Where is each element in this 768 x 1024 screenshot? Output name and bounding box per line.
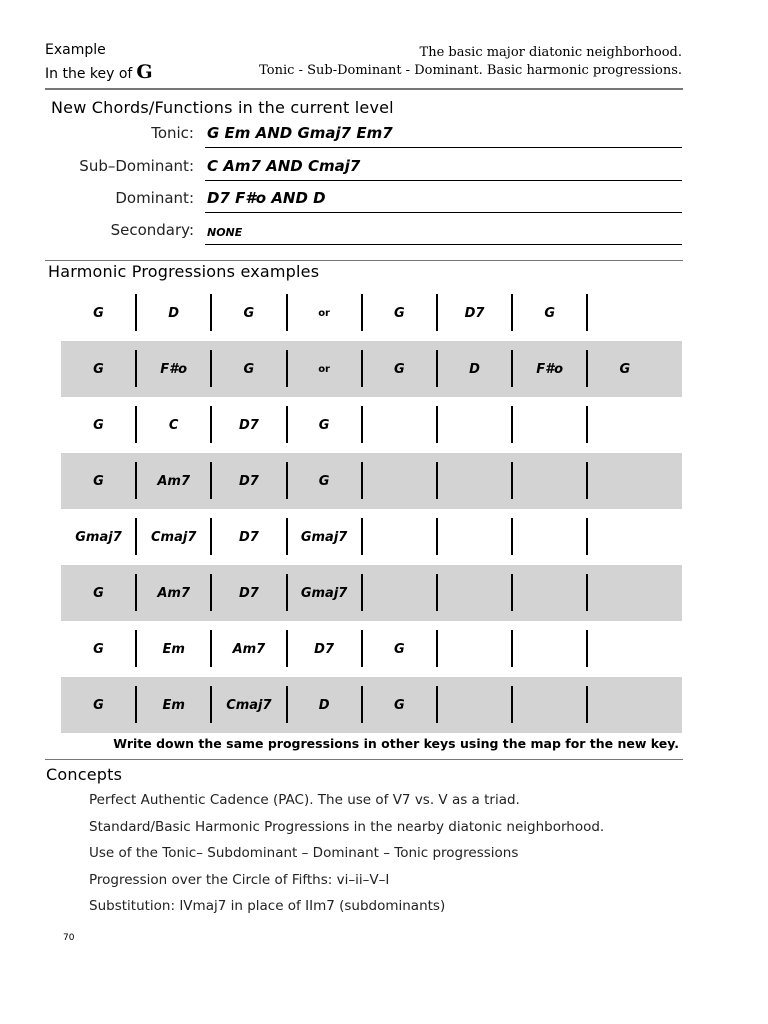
function-chords: NONE: [207, 226, 243, 239]
function-label: Secondary:: [110, 221, 194, 239]
progression-chord: [587, 677, 662, 733]
progression-row: [61, 565, 682, 621]
progression-chord: G: [318, 417, 330, 433]
function-label: Dominant:: [115, 189, 194, 207]
concepts-title: Concepts: [46, 765, 123, 784]
progression-chord: [362, 453, 437, 509]
progression-chord: Cmaj7: [226, 697, 272, 713]
concepts-divider: [45, 759, 683, 760]
header-divider: [45, 88, 683, 90]
progression-chord: [437, 509, 512, 565]
progression-or: or: [318, 363, 330, 375]
progression-chord: D7: [464, 305, 485, 321]
progression-chord: F#o: [536, 361, 564, 377]
progression-chord: G: [93, 697, 104, 713]
progression-chord: [587, 509, 662, 565]
progression-chord: G: [93, 473, 104, 489]
progression-row: [61, 509, 682, 565]
function-underline: [205, 244, 682, 245]
progression-chord: G: [393, 641, 405, 657]
progression-chord: [512, 397, 587, 453]
progression-chord: G: [544, 305, 556, 321]
concept-item: Use of the Tonic– Subdominant – Dominant – Tonic progressions: [89, 845, 519, 861]
progression-chord: D7: [238, 417, 259, 433]
progression-chord: [587, 397, 662, 453]
progression-chord: G: [393, 305, 405, 321]
concept-item: Perfect Authentic Cadence (PAC). The use of V7 vs. V as a triad.: [89, 792, 520, 808]
function-row-dominant: [0, 181, 768, 213]
progression-chord: Gmaj7: [75, 529, 122, 545]
progression-chord: D: [318, 697, 330, 713]
progression-chord: Am7: [157, 473, 191, 489]
concept-item: Standard/Basic Harmonic Progressions in the nearby diatonic neighborhood.: [89, 819, 605, 835]
progression-chord: G: [93, 361, 104, 377]
progression-row: [61, 397, 682, 453]
function-chords: C Am7 AND Cmaj7: [207, 157, 361, 175]
progression-chord: [437, 397, 512, 453]
progression-chord: [437, 565, 512, 621]
progression-chord: D7: [314, 641, 335, 657]
progression-chord: G: [93, 417, 104, 433]
progression-chord: [587, 285, 662, 341]
header-subtitle-2: Tonic - Sub-Dominant - Dominant. Basic harmonic progressions.: [259, 63, 682, 78]
progression-chord: G: [393, 697, 405, 713]
function-label: Sub–Dominant:: [79, 157, 194, 175]
function-row-secondary: [0, 213, 768, 245]
function-chords: D7 F#o AND D: [207, 189, 326, 207]
progression-row: [61, 453, 682, 509]
function-label: Tonic:: [151, 124, 194, 142]
progression-row: [61, 285, 682, 341]
progression-chord: G: [619, 361, 631, 377]
progression-chord: [587, 565, 662, 621]
progression-chord: [587, 621, 662, 677]
progression-chord: [437, 677, 512, 733]
progression-chord: D: [168, 305, 180, 321]
progression-row: [61, 677, 682, 733]
progression-chord: [512, 677, 587, 733]
progression-chord: [437, 621, 512, 677]
new-chords-title: New Chords/Functions in the current level: [51, 98, 394, 117]
progression-chord: Em: [162, 697, 185, 713]
progressions-instruction: Write down the same progressions in other keys using the map for the new key.: [113, 736, 679, 751]
concept-item: Substitution: IVmaj7 in place of IIm7 (subdominants): [89, 898, 446, 914]
page-number: 70: [63, 933, 75, 943]
key-prefix: In the key of: [45, 66, 133, 82]
function-chords: G Em AND Gmaj7 Em7: [207, 124, 393, 142]
progression-chord: G: [243, 361, 255, 377]
progression-or: or: [318, 307, 330, 319]
progression-chord: Am7: [232, 641, 266, 657]
header-subtitle-1: The basic major diatonic neighborhood.: [419, 45, 682, 60]
progression-chord: [512, 621, 587, 677]
progression-chord: [587, 453, 662, 509]
progression-chord: D: [469, 361, 480, 377]
progression-chord: [362, 397, 437, 453]
progressions-grid: [61, 285, 682, 733]
progression-chord: G: [93, 305, 104, 321]
progressions-divider: [45, 260, 683, 261]
progression-chord: [362, 509, 437, 565]
progression-chord: D7: [238, 473, 259, 489]
header-example-label: Example: [45, 42, 106, 58]
progression-chord: [437, 453, 512, 509]
progression-chord: Am7: [157, 585, 191, 601]
progression-chord: G: [393, 361, 405, 377]
progression-chord: Em: [162, 641, 185, 657]
progression-chord: Cmaj7: [151, 529, 197, 545]
header-key-line: [45, 61, 153, 83]
progression-chord: D7: [238, 529, 259, 545]
progression-chord: Gmaj7: [300, 585, 348, 601]
progression-chord: Gmaj7: [300, 529, 348, 545]
progression-chord: G: [243, 305, 255, 321]
progression-chord: C: [168, 417, 179, 433]
function-row-tonic: [0, 116, 768, 148]
progression-chord: D7: [238, 585, 259, 601]
progression-chord: G: [318, 473, 330, 489]
key-name: G: [136, 61, 153, 83]
function-underline: [205, 147, 682, 148]
progression-row: [61, 621, 682, 677]
progression-chord: G: [93, 641, 104, 657]
progression-chord: [512, 509, 587, 565]
concept-item: Progression over the Circle of Fifths: vi–ii–V–I: [89, 872, 390, 888]
function-row-subdominant: [0, 149, 768, 181]
progression-chord: [512, 565, 587, 621]
progression-chord: [512, 453, 587, 509]
progression-chord: F#o: [160, 361, 188, 377]
progression-row: [61, 341, 682, 397]
progressions-title: Harmonic Progressions examples: [48, 262, 320, 281]
progression-chord: [362, 565, 437, 621]
progression-chord: G: [93, 585, 104, 601]
